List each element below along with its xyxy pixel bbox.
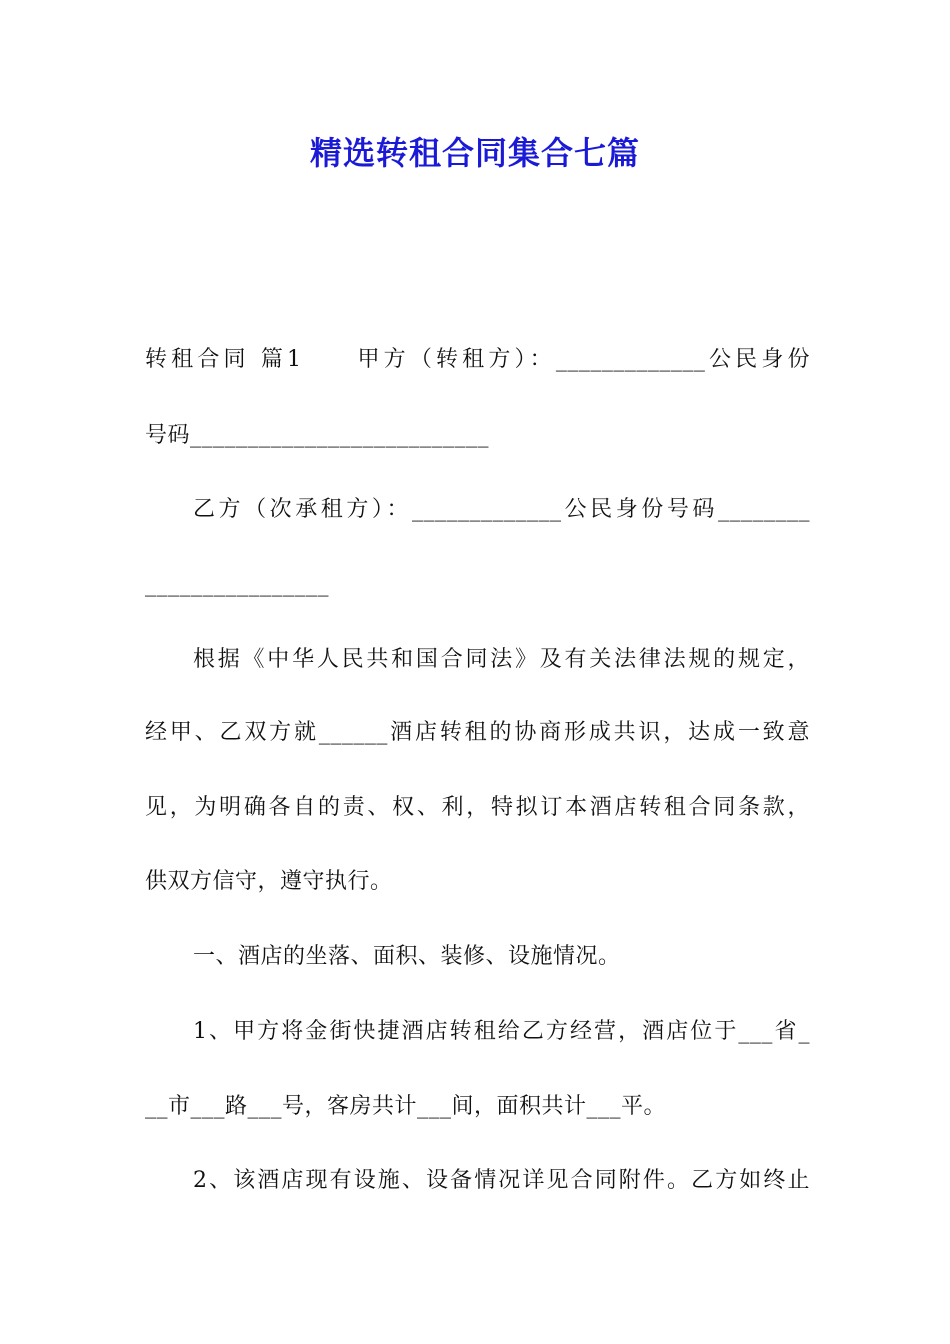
paragraph-line-6: 经甲、乙双方就______酒店转租的协商形成共识，达成一致意: [145, 720, 810, 745]
paragraph-line-2: 号码__________________________: [145, 423, 490, 448]
paragraph-line-1: 转租合同 篇1 甲方（转租方）：_____________公民身份: [145, 347, 810, 372]
paragraph-line-12: 2、该酒店现有设施、设备情况详见合同附件。乙方如终止: [193, 1168, 810, 1193]
paragraph-line-8: 供双方信守，遵守执行。: [145, 869, 393, 894]
paragraph-line-10: 1、甲方将金街快捷酒店转租给乙方经营，酒店位于___省_: [193, 1019, 810, 1044]
paragraph-line-3: 乙方（次承租方）：_____________公民身份号码________: [193, 497, 810, 522]
section-heading: 一、酒店的坐落、面积、装修、设施情况。: [193, 944, 621, 969]
document-title: 精选转租合同集合七篇: [309, 134, 640, 172]
paragraph-line-4: ________________: [145, 572, 329, 597]
paragraph-line-7: 见，为明确各自的责、权、利，特拟订本酒店转租合同条款，: [145, 795, 810, 820]
paragraph-line-5: 根据《中华人民共和国合同法》及有关法律法规的规定，: [193, 647, 810, 672]
paragraph-line-11: __市___路___号，客房共计___间，面积共计___平。: [145, 1094, 667, 1119]
